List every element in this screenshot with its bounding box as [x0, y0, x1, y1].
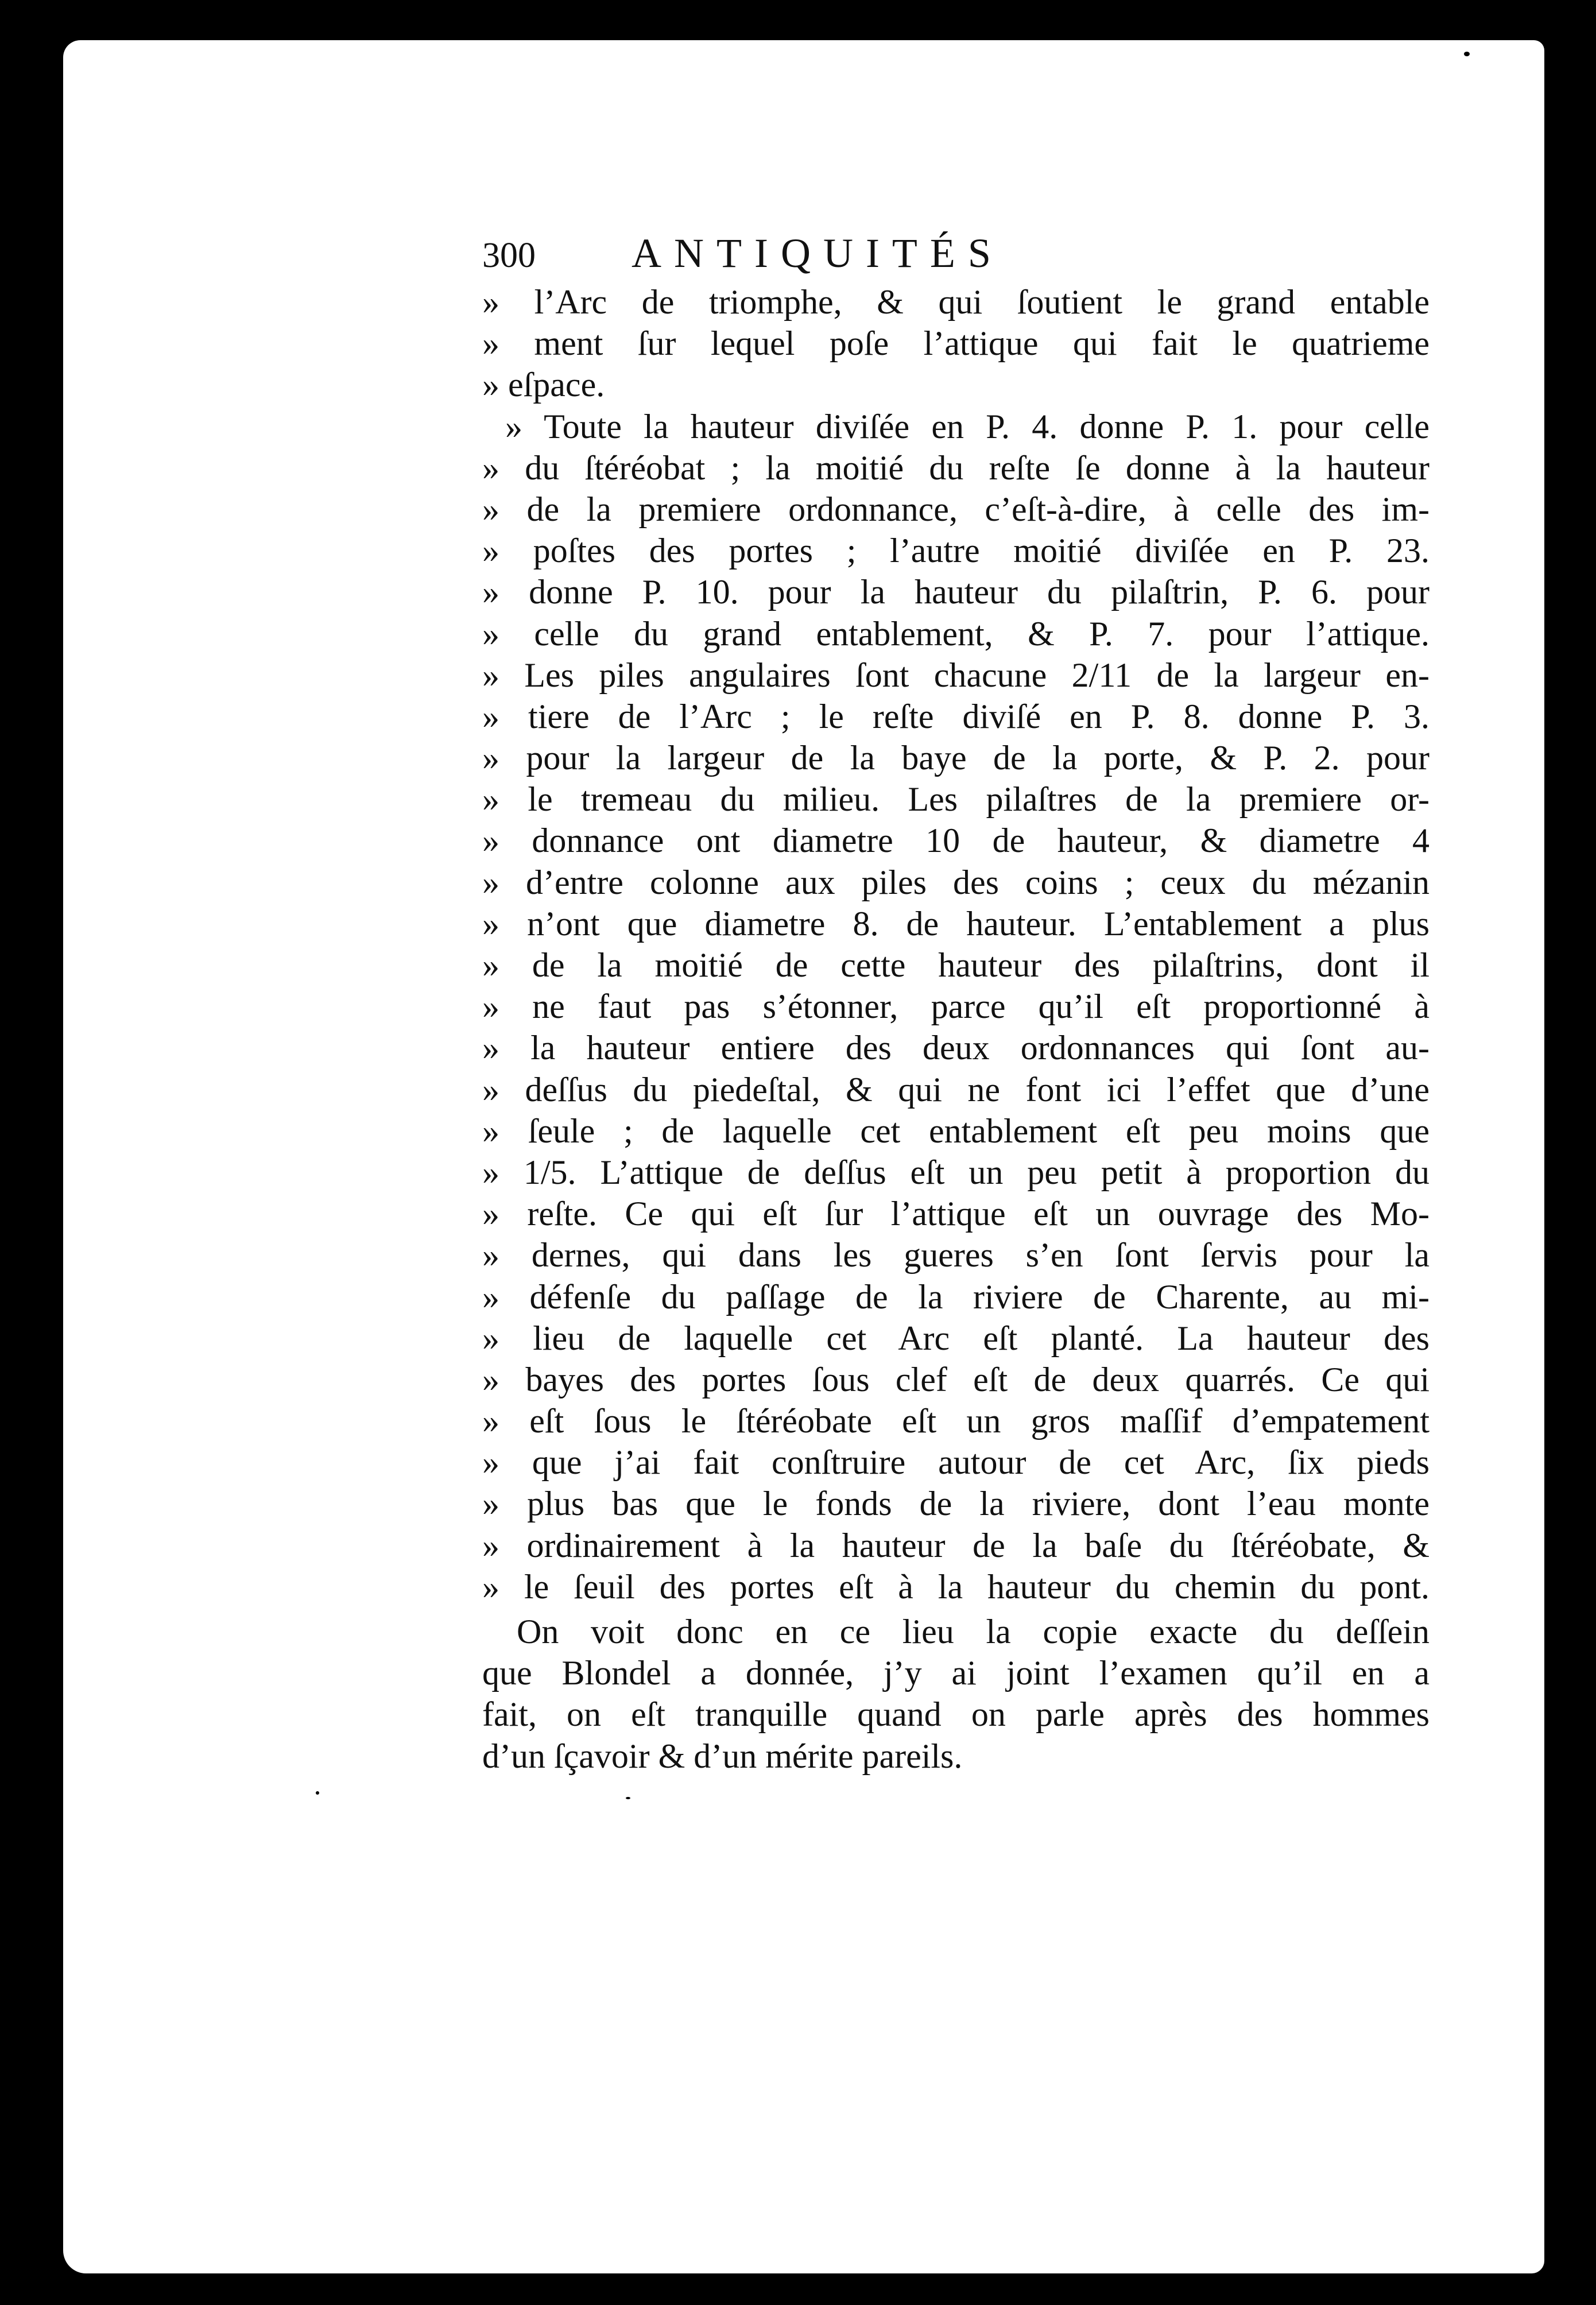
text-line: » reſte. Ce qui eſt ſur l’attique eſt un ouvrage des Mo-	[482, 1195, 1430, 1233]
text-line: » ment ſur lequel poſe l’attique qui fait le quatrieme	[482, 324, 1430, 363]
text-line: » deſſus du piedeſtal, & qui ne font ici l’effet que d’une	[482, 1070, 1430, 1109]
ink-speck	[316, 1791, 319, 1795]
text-line: » 1/5. L’attique de deſſus eſt un peu petit à proportion du	[482, 1153, 1430, 1191]
text-line: » l’Arc de triomphe, & qui ſoutient le grand entable	[482, 283, 1430, 321]
text-line: » la hauteur entiere des deux ordonnances qui ſont au-	[482, 1029, 1430, 1067]
text-line: » défenſe du paſſage de la riviere de Charente, au mi-	[482, 1277, 1430, 1316]
book-page	[63, 40, 1544, 2273]
text-line: » de la premiere ordonnance, c’eſt-à-dire, à celle des im-	[482, 490, 1430, 528]
page-number: 300	[482, 236, 536, 275]
text-line: » tiere de l’Arc ; le reſte diviſé en P. 8. donne P. 3.	[482, 697, 1430, 735]
running-head	[482, 230, 1430, 281]
text-line: On voit donc en ce lieu la copie exacte du deſſein	[517, 1613, 1430, 1651]
text-line: » donne P. 10. pour la hauteur du pilaſtrin, P. 6. pour	[482, 573, 1430, 611]
text-line: » ſeule ; de laquelle cet entablement eſt peu moins que	[482, 1111, 1430, 1150]
text-line: » lieu de laquelle cet Arc eſt planté. La hauteur des	[482, 1319, 1430, 1357]
page-text	[482, 230, 1430, 1777]
running-title: ANTIQUITÉS	[632, 230, 1004, 276]
text-line: » poſtes des portes ; l’autre moitié diviſée en P. 23.	[482, 532, 1430, 570]
text-line: » Toute la hauteur diviſée en P. 4. donne P. 1. pour celle	[505, 407, 1430, 445]
text-line: » dernes, qui dans les gueres s’en ſont ſervis pour la	[482, 1236, 1430, 1274]
ink-speck	[1464, 52, 1470, 56]
text-line: fait, on eſt tranquille quand on parle après des hommes	[482, 1695, 1430, 1734]
text-line: » pour la largeur de la baye de la porte, & P. 2. pour	[482, 739, 1430, 777]
text-line: » Les piles angulaires ſont chacune 2/11 de la largeur en-	[482, 656, 1430, 694]
text-line: » le ſeuil des portes eſt à la hauteur du chemin du pont.	[482, 1567, 1430, 1606]
text-line: » bayes des portes ſous clef eſt de deux quarrés. Ce qui	[482, 1360, 1430, 1399]
text-line: » donnance ont diametre 10 de hauteur, & diametre 4	[482, 822, 1430, 860]
ink-speck	[626, 1797, 630, 1799]
text-line: » plus bas que le fonds de la riviere, dont l’eau monte	[482, 1485, 1430, 1523]
text-line: » ne faut pas s’étonner, parce qu’il eſt proportionné à	[482, 987, 1430, 1026]
text-line: » eſpace.	[482, 366, 605, 404]
text-line: » de la moitié de cette hauteur des pilaſtrins, dont il	[482, 946, 1430, 984]
text-line: que Blondel a donnée, j’y ai joint l’examen qu’il en a	[482, 1654, 1430, 1692]
text-line: » d’entre colonne aux piles des coins ; ceux du mézanin	[482, 863, 1430, 901]
text-line: » que j’ai fait conſtruire autour de cet Arc, ſix pieds	[482, 1443, 1430, 1482]
text-line: » du ſtéréobat ; la moitié du reſte ſe donne à la hauteur	[482, 448, 1430, 487]
text-line: d’un ſçavoir & d’un mérite pareils.	[482, 1737, 963, 1775]
text-line: » celle du grand entablement, & P. 7. pour l’attique.	[482, 614, 1430, 653]
text-line: » eſt ſous le ſtéréobate eſt un gros maſſif d’empatement	[482, 1402, 1430, 1440]
text-line: » le tremeau du milieu. Les pilaſtres de la premiere or-	[482, 780, 1430, 819]
text-line: » ordinairement à la hauteur de la baſe du ſtéréobate, &	[482, 1526, 1430, 1564]
text-line: » n’ont que diametre 8. de hauteur. L’entablement a plus	[482, 904, 1430, 943]
